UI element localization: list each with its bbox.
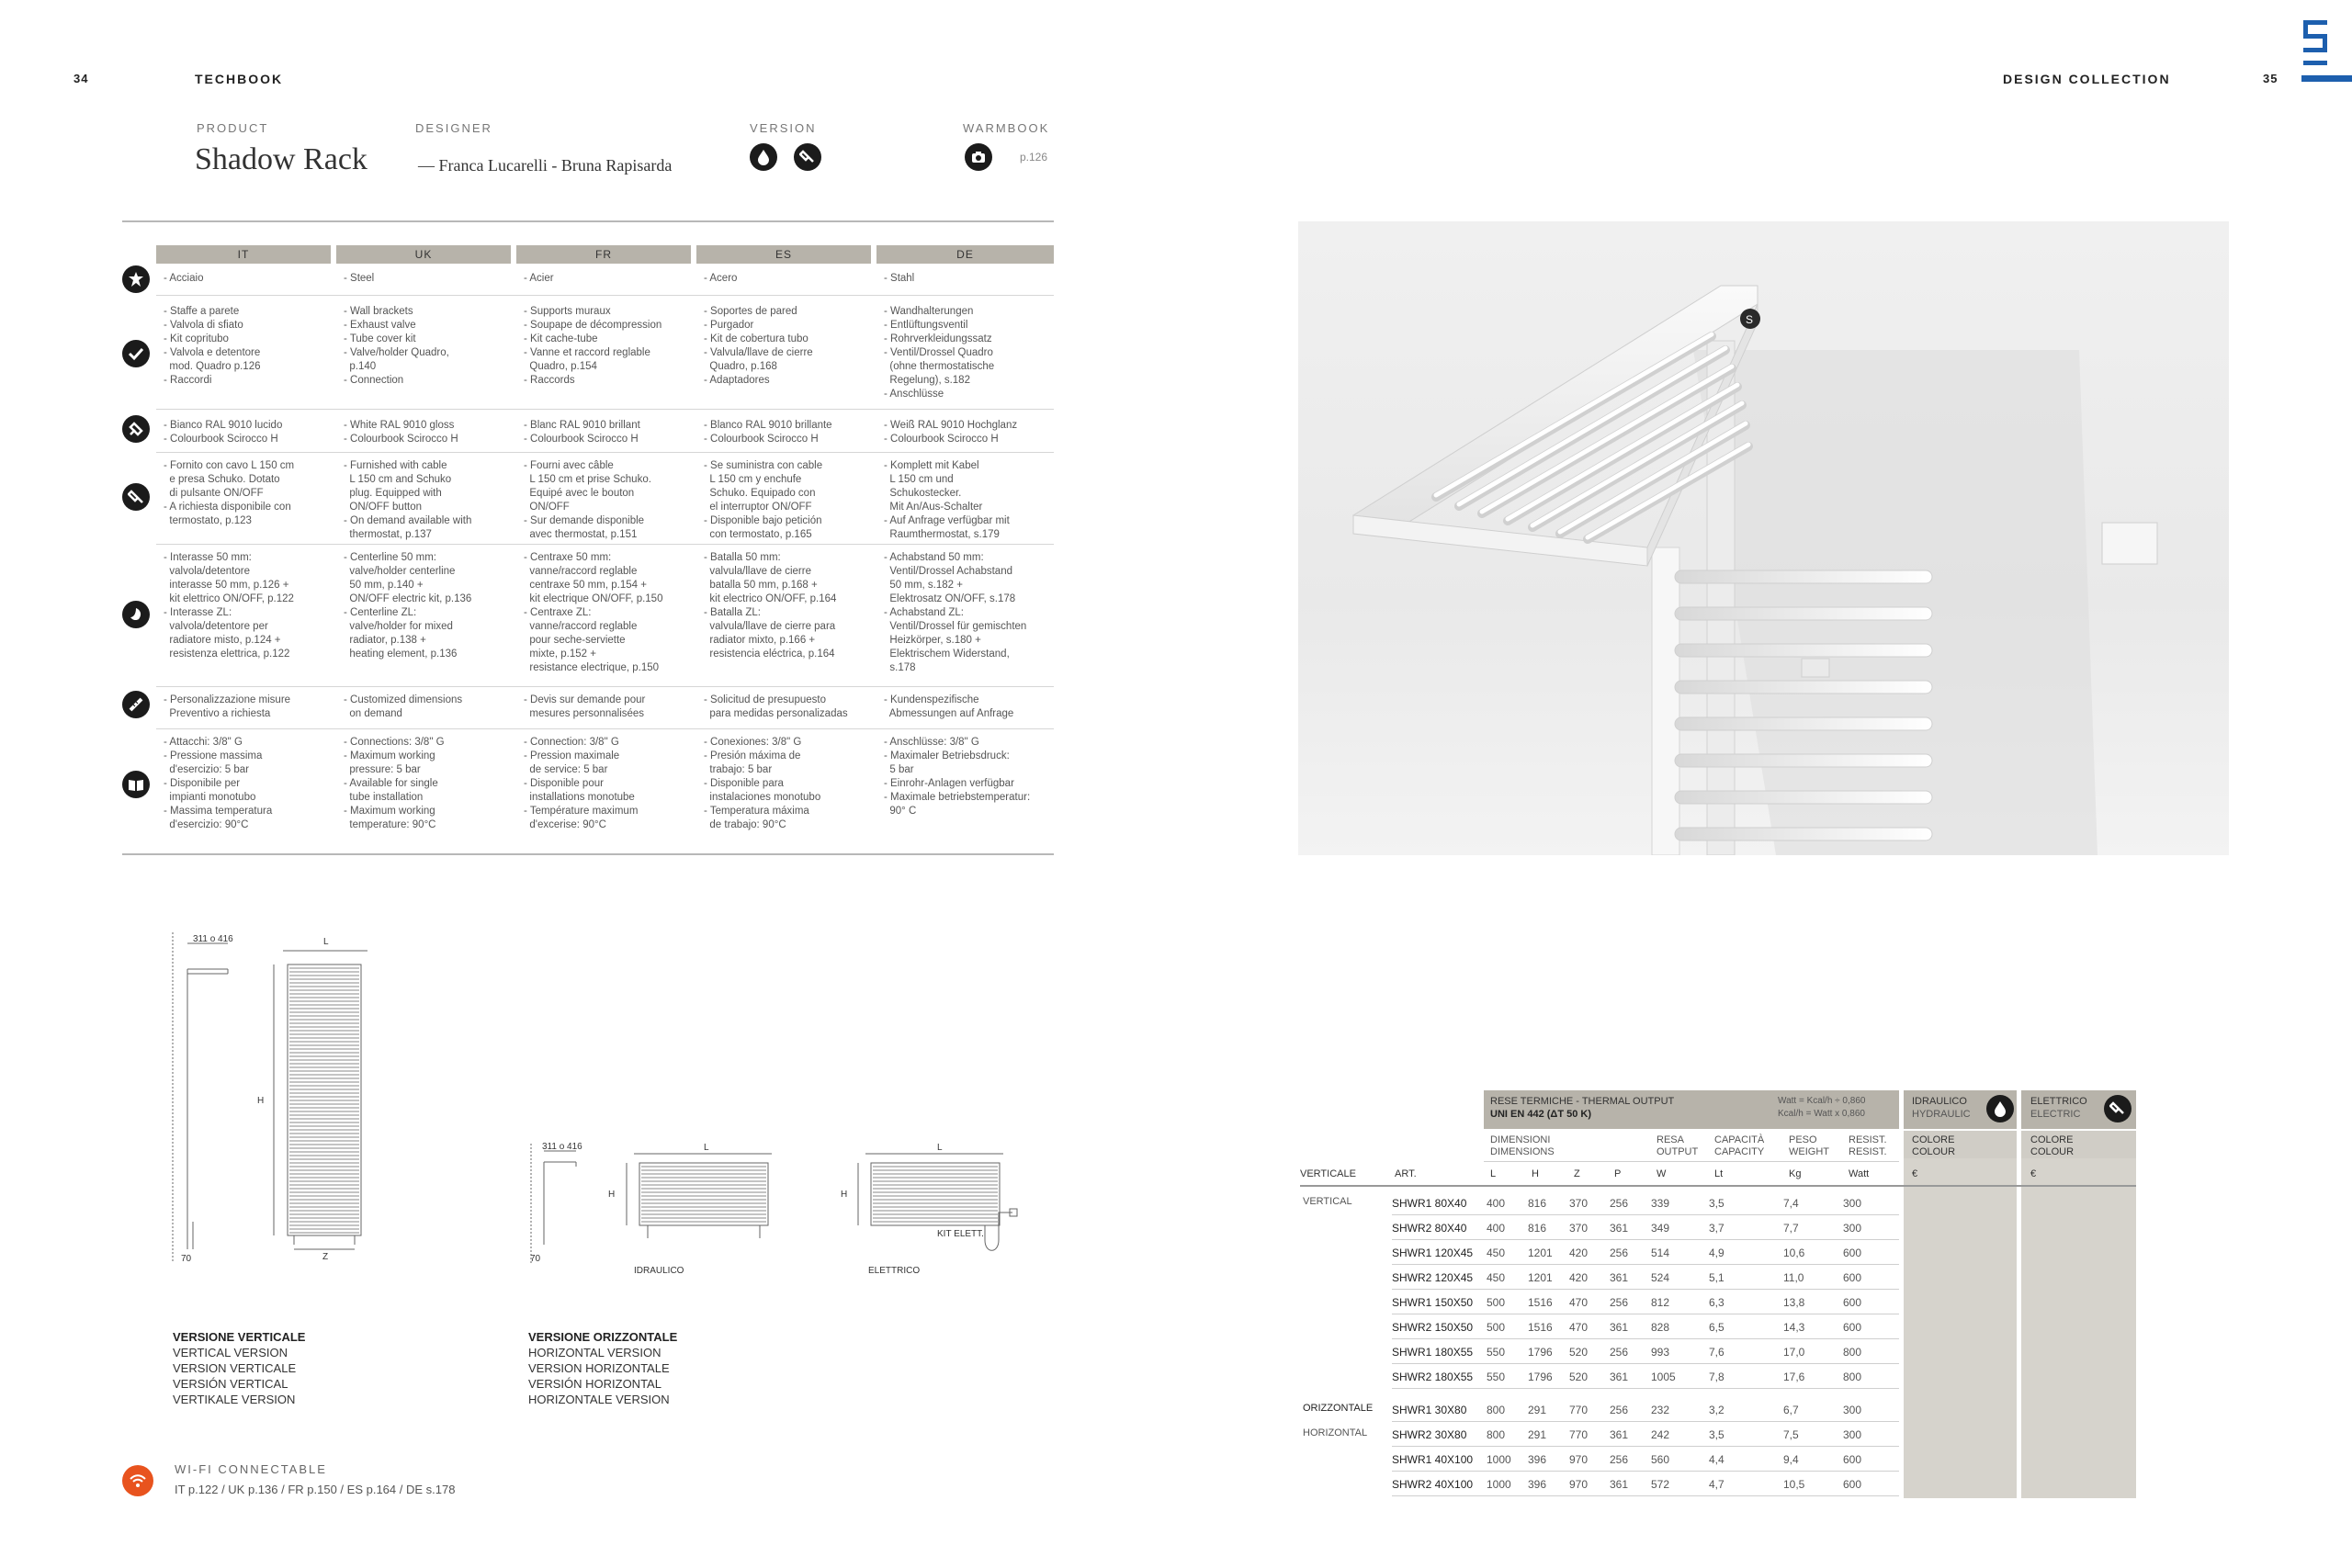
table-cell: 6,5: [1709, 1321, 1724, 1334]
table-cell: 361: [1610, 1478, 1629, 1491]
brand-logo-icon: [2301, 17, 2329, 72]
table-cell: 550: [1487, 1371, 1506, 1383]
table-cell: 7,7: [1783, 1222, 1799, 1235]
table-cell: 560: [1651, 1453, 1670, 1466]
spec-cell: - Steel: [344, 273, 375, 284]
table-cell: 993: [1651, 1346, 1670, 1359]
col-head-Z: Z: [1574, 1168, 1580, 1179]
spec-cell: - Anschlüsse: 3/8" G - Maximaler Betriebsdruck: 5 bar - Einrohr-Anlagen verfügbar - Maximale betriebstemperatur: 90° C: [884, 737, 1031, 817]
horizontal-caption-title: VERSIONE ORIZZONTALE: [528, 1330, 678, 1344]
table-cell: 800: [1487, 1428, 1506, 1441]
table-cell: 7,8: [1709, 1371, 1724, 1383]
table-cell: 7,4: [1783, 1197, 1799, 1210]
lang-header-de: DE: [876, 245, 1054, 264]
formula-line2: Kcal/h = Watt x 0,860: [1778, 1109, 1865, 1119]
spec-cell: - Centerline 50 mm: valve/holder centerline 50 mm, p.140 + ON/OFF electric kit, p.136 - Centerline ZL: valve/holder for mixed radiator, p.138 + heating element, p.136: [344, 552, 472, 660]
table-cell: 470: [1569, 1321, 1589, 1334]
horizontal-caption-lines: HORIZONTAL VERSION VERSION HORIZONTALE VERSIÓN HORIZONTAL HORIZONTALE VERSION: [528, 1346, 670, 1406]
table-cell: 600: [1843, 1271, 1862, 1284]
ruler-icon: [122, 691, 150, 718]
spec-cell: - Interasse 50 mm: valvola/detentore interasse 50 mm, p.126 + kit elettrico ON/OFF, p.122 - Interasse ZL: valvola/detentore per radiatore misto, p.124 + resistenza elettrica, p.122: [164, 552, 294, 660]
spec-cell: - Fornito con cavo L 150 cm e presa Schuko. Dotato di pulsante ON/OFF - A richiesta disponibile con termostato, p.123: [164, 460, 295, 526]
table-cell: 4,7: [1709, 1478, 1724, 1491]
spec-cell: - Batalla 50 mm: valvula/llave de cierre batalla 50 mm, p.168 + kit electrico ON/OFF, p.164 - Batalla ZL: valvula/llave de cierre para radiator mixto, p.166 + resistencia eléctrica, p.164: [704, 552, 837, 660]
kit-elett-label: KIT ELETT.: [937, 1229, 984, 1239]
peso-en: WEIGHT: [1789, 1146, 1829, 1157]
spec-cell: - Connections: 3/8" G - Maximum working pressure: 5 bar - Available for single tube installation - Maximum working temperature: 90°C: [344, 737, 445, 830]
row-divider: [156, 452, 1054, 453]
col-head-euro-el: €: [2030, 1168, 2037, 1179]
spec-cell: - Attacchi: 3/8" G - Pressione massima d'esercizio: 5 bar - Disponibile per impianti monotubo - Massima temperatura d'esercizio: 90°C: [164, 737, 273, 830]
table-cell: 291: [1528, 1428, 1547, 1441]
product-name: Shadow Rack: [195, 142, 368, 176]
lang-header-it: IT: [156, 245, 331, 264]
elettrico-header-en: ELECTRIC: [2030, 1109, 2081, 1120]
spec-cell: - Devis sur demande pour mesures personnalisées: [524, 694, 646, 719]
wifi-title: WI-FI CONNECTABLE: [175, 1462, 327, 1476]
horizontal-H-dim: H: [608, 1190, 616, 1200]
output-title-line2: UNI EN 442 (ΔT 50 K): [1490, 1109, 1591, 1120]
table-cell: 600: [1843, 1453, 1862, 1466]
idraulico-header-it: IDRAULICO: [1912, 1096, 1967, 1107]
camera-icon: [965, 143, 992, 171]
table-row: [1392, 1314, 1899, 1339]
table-cell: 420: [1569, 1247, 1589, 1259]
spec-cell: - Soportes de pared - Purgador - Kit de cobertura tubo - Valvula/llave de cierre Quadro, p.168 - Adaptadores: [704, 306, 813, 386]
row-divider: [156, 686, 1054, 687]
bottom-rule: [122, 853, 1054, 855]
table-cell: 1516: [1528, 1321, 1553, 1334]
table-cell: 800: [1843, 1346, 1862, 1359]
subheader-divider: [1484, 1161, 1899, 1162]
table-cell: 396: [1528, 1453, 1547, 1466]
table-cell: 300: [1843, 1222, 1862, 1235]
table-cell: 800: [1487, 1404, 1506, 1416]
table-cell: 4,4: [1709, 1453, 1724, 1466]
table-cell: 256: [1610, 1346, 1629, 1359]
plug-icon: [122, 483, 150, 511]
table-cell: 7,6: [1709, 1346, 1724, 1359]
horizontal-electric-drawing: [838, 1148, 1040, 1258]
horizontal-side-drawing: [526, 1144, 581, 1263]
spec-cell: - Weiß RAL 9010 Hochglanz - Colourbook Scirocco H: [884, 420, 1018, 445]
table-cell: 1796: [1528, 1346, 1553, 1359]
hydraulic-drop-icon: [1986, 1095, 2014, 1122]
resist-it: RESIST.: [1849, 1134, 1887, 1145]
spec-cell: - Furnished with cable L 150 cm and Schuko plug. Equipped with ON/OFF button - On demand available with thermostat, p.137: [344, 460, 472, 540]
table-cell: 6,7: [1783, 1404, 1799, 1416]
table-cell: 520: [1569, 1346, 1589, 1359]
table-cell: 816: [1528, 1197, 1547, 1210]
spec-cell: - Wandhalterungen - Entlüftungsventil - Rohrverkleidungssatz - Ventil/Drossel Quadro (ohne thermostatische Regelung), s.182 - Anschlüsse: [884, 306, 995, 400]
right-page-number: 35: [2263, 72, 2278, 85]
colore-en: COLOUR: [1912, 1146, 1956, 1157]
table-cell: 514: [1651, 1247, 1670, 1259]
elettrico-L-dim: L: [937, 1143, 943, 1153]
table-cell: 1005: [1651, 1371, 1676, 1383]
article-code: SHWR1 180X55: [1392, 1346, 1474, 1359]
resa-en: OUTPUT: [1657, 1146, 1699, 1157]
col-head-euro-hyd: €: [1912, 1168, 1918, 1179]
spec-cell: - Blanco RAL 9010 brillante - Colourbook Scirocco H: [704, 420, 832, 445]
table-cell: 300: [1843, 1197, 1862, 1210]
col-head-P: P: [1614, 1168, 1622, 1179]
product-label: PRODUCT: [197, 121, 269, 135]
table-cell: 450: [1487, 1271, 1506, 1284]
table-cell: 361: [1610, 1222, 1629, 1235]
article-code: SHWR1 150X50: [1392, 1296, 1474, 1309]
lang-header-fr: FR: [516, 245, 691, 264]
dim-header: [1490, 1134, 1555, 1158]
table-cell: 520: [1569, 1371, 1589, 1383]
vertical-front-drawing: [257, 946, 377, 1263]
table-cell: 470: [1569, 1296, 1589, 1309]
table-cell: 828: [1651, 1321, 1670, 1334]
table-cell: 370: [1569, 1197, 1589, 1210]
spec-cell: - Wall brackets - Exhaust valve - Tube cover kit - Valve/holder Quadro, p.140 - Connection: [344, 306, 449, 386]
electric-plug-icon: [2104, 1095, 2132, 1122]
spec-cell: - Customized dimensions on demand: [344, 694, 463, 719]
table-row: [1392, 1447, 1899, 1472]
table-cell: 9,4: [1783, 1453, 1799, 1466]
table-cell: 500: [1487, 1321, 1506, 1334]
colore-header-el: [2030, 1134, 2074, 1158]
row-divider: [156, 295, 1054, 296]
table-cell: 291: [1528, 1404, 1547, 1416]
table-cell: 970: [1569, 1453, 1589, 1466]
left-section-label: TECHBOOK: [195, 72, 284, 86]
col-head-L: L: [1490, 1168, 1497, 1179]
article-code: SHWR2 80X40: [1392, 1222, 1467, 1235]
table-cell: 1201: [1528, 1271, 1553, 1284]
table-cell: 1000: [1487, 1478, 1511, 1491]
spec-cell: - Blanc RAL 9010 brillant - Colourbook Scirocco H: [524, 420, 640, 445]
spec-cell: - White RAL 9010 gloss - Colourbook Scirocco H: [344, 420, 458, 445]
hydraulic-version-icon: [750, 143, 777, 171]
article-code: SHWR1 80X40: [1392, 1197, 1467, 1210]
spec-cell: - Kundenspezifische Abmessungen auf Anfrage: [884, 694, 1014, 719]
paint-icon: [122, 415, 150, 443]
table-cell: 1201: [1528, 1247, 1553, 1259]
table-cell: 600: [1843, 1247, 1862, 1259]
table-cell: 400: [1487, 1197, 1506, 1210]
table-cell: 600: [1843, 1296, 1862, 1309]
horizontal-section-label-en: HORIZONTAL: [1303, 1427, 1368, 1438]
elettrico-header-it: ELETTRICO: [2030, 1096, 2087, 1107]
svg-text:S: S: [1746, 313, 1754, 326]
table-cell: 770: [1569, 1404, 1589, 1416]
table-cell: 524: [1651, 1271, 1670, 1284]
table-cell: 800: [1843, 1371, 1862, 1383]
horizontal-L-dim: L: [704, 1143, 709, 1153]
col-head-art: ART.: [1395, 1168, 1417, 1179]
elettrico-label: ELETTRICO: [868, 1266, 921, 1276]
col-head-Lt: Lt: [1714, 1168, 1724, 1179]
output-title-line1: RESE TERMICHE - THERMAL OUTPUT: [1490, 1096, 1675, 1107]
table-row: [1392, 1190, 1899, 1215]
table-cell: 300: [1843, 1404, 1862, 1416]
table-cell: 1796: [1528, 1371, 1553, 1383]
wifi-icon: [122, 1465, 153, 1496]
spec-cell: - Stahl: [884, 273, 915, 284]
table-row: [1392, 1364, 1899, 1389]
formula-line1: Watt = Kcal/h ÷ 0,860: [1778, 1096, 1866, 1106]
spec-cell: - Acier: [524, 273, 554, 284]
top-rule: [122, 220, 1054, 222]
peso-it: PESO: [1789, 1134, 1817, 1145]
table-cell: 370: [1569, 1222, 1589, 1235]
table-cell: 450: [1487, 1247, 1506, 1259]
table-cell: 361: [1610, 1321, 1629, 1334]
table-cell: 420: [1569, 1271, 1589, 1284]
table-cell: 6,3: [1709, 1296, 1724, 1309]
electric-version-icon: [794, 143, 821, 171]
spec-cell: - Komplett mit Kabel L 150 cm und Schukostecker. Mit An/Aus-Schalter - Auf Anfrage verfügbar mit Raumthermostat, s.179: [884, 460, 1010, 540]
table-cell: 500: [1487, 1296, 1506, 1309]
col-head-verticale: VERTICALE: [1300, 1168, 1356, 1179]
table-cell: 3,7: [1709, 1222, 1724, 1235]
table-cell: 256: [1610, 1404, 1629, 1416]
resa-it: RESA: [1657, 1134, 1684, 1145]
table-cell: 600: [1843, 1478, 1862, 1491]
vertical-caption-lines: VERTICAL VERSION VERSION VERTICALE VERSIÓN VERTICAL VERTIKALE VERSION: [173, 1346, 297, 1406]
peso-header: [1789, 1134, 1829, 1158]
row-divider: [156, 728, 1054, 729]
article-code: SHWR2 30X80: [1392, 1428, 1467, 1441]
col-head-Kg: Kg: [1789, 1168, 1802, 1179]
colore-it: COLORE: [2030, 1134, 2074, 1145]
spec-cell: - Se suministra con cable L 150 cm y enchufe Schuko. Equipado con el interruptor ON/OFF - Disponible bajo petición con termostato, p.165: [704, 460, 823, 540]
accent-tab: [2301, 75, 2352, 82]
spec-cell: - Solicitud de presupuesto para medidas personalizadas: [704, 694, 848, 719]
vertical-depth-dim: 311 o 416: [193, 934, 233, 944]
resist-header: [1849, 1134, 1887, 1158]
table-cell: 361: [1610, 1271, 1629, 1284]
dim-it: DIMENSIONI: [1490, 1134, 1551, 1145]
col-head-H: H: [1532, 1168, 1539, 1179]
version-label: VERSION: [750, 121, 817, 135]
table-row: [1392, 1265, 1899, 1290]
table-cell: 550: [1487, 1346, 1506, 1359]
table-cell: 17,6: [1783, 1371, 1805, 1383]
idraulico-header-en: HYDRAULIC: [1912, 1109, 1971, 1120]
table-cell: 1000: [1487, 1453, 1511, 1466]
table-cell: 256: [1610, 1296, 1629, 1309]
spec-cell: - Acciaio: [164, 273, 204, 284]
table-row: [1392, 1215, 1899, 1240]
table-cell: 600: [1843, 1321, 1862, 1334]
spec-cell: - Conexiones: 3/8" G - Presión máxima de trabajo: 5 bar - Disponible para instalaciones monotubo - Temperatura máxima de trabajo: 90°C: [704, 737, 821, 830]
table-cell: 812: [1651, 1296, 1670, 1309]
table-row: [1392, 1290, 1899, 1314]
table-cell: 10,5: [1783, 1478, 1805, 1491]
table-cell: 256: [1610, 1247, 1629, 1259]
spec-cell: - Bianco RAL 9010 lucido - Colourbook Scirocco H: [164, 420, 283, 445]
table-cell: 970: [1569, 1478, 1589, 1491]
col-head-Watt: Watt: [1849, 1168, 1870, 1179]
colore-header-hyd: [1912, 1134, 1955, 1158]
article-code: SHWR2 120X45: [1392, 1271, 1474, 1284]
article-code: SHWR1 30X80: [1392, 1404, 1467, 1416]
warmbook-label: WARMBOOK: [963, 121, 1050, 135]
article-code: SHWR2 180X55: [1392, 1371, 1474, 1383]
row-divider: [156, 544, 1054, 545]
table-row: [1392, 1422, 1899, 1447]
table-cell: 5,1: [1709, 1271, 1724, 1284]
spec-cell: - Personalizzazione misure Preventivo a richiesta: [164, 694, 291, 719]
colore-it: COLORE: [1912, 1134, 1955, 1145]
table-cell: 11,0: [1783, 1271, 1804, 1284]
table-cell: 400: [1487, 1222, 1506, 1235]
spec-cell: - Staffe a parete - Valvola di sfiato - Kit copritubo - Valvola e detentore mod. Quadro p.126 - Raccordi: [164, 306, 261, 386]
table-cell: 3,5: [1709, 1428, 1724, 1441]
table-cell: 361: [1610, 1428, 1629, 1441]
right-section-label: DESIGN COLLECTION: [2003, 72, 2171, 86]
valve-icon: [122, 601, 150, 628]
table-cell: 4,9: [1709, 1247, 1724, 1259]
vertical-L-dim: L: [323, 937, 329, 947]
elettrico-H-dim: H: [841, 1190, 848, 1200]
table-cell: 256: [1610, 1197, 1629, 1210]
vertical-caption-title: VERSIONE VERTICALE: [173, 1330, 306, 1344]
vertical-section-label: VERTICAL: [1303, 1196, 1352, 1207]
left-page-number: 34: [74, 72, 89, 85]
table-cell: 14,3: [1783, 1321, 1805, 1334]
lang-header-es: ES: [696, 245, 871, 264]
spec-cell: - Connection: 3/8" G - Pression maximale de service: 5 bar - Disponible pour installations monotube - Température maximum d'excerise: 90°C: [524, 737, 639, 830]
book-icon: [122, 771, 150, 798]
designer-label: DESIGNER: [415, 121, 492, 135]
cap-header: [1714, 1134, 1764, 1158]
table-cell: 396: [1528, 1478, 1547, 1491]
material-icon: [122, 265, 150, 293]
electric-price-column: [2021, 1158, 2136, 1498]
table-cell: 339: [1651, 1197, 1670, 1210]
vertical-Z-dim: Z: [322, 1252, 329, 1262]
table-cell: 770: [1569, 1428, 1589, 1441]
spec-cell: - Achabstand 50 mm: Ventil/Drossel Achabstand 50 mm, s.182 + Elektrosatz ON/OFF, s.178 - Achabstand ZL: Ventil/Drossel für gemischten Heizkörper, s.180 + Elektrischem Widerstand, s.178: [884, 552, 1027, 673]
table-cell: 13,8: [1783, 1296, 1805, 1309]
table-row: [1392, 1397, 1899, 1422]
table-cell: 17,0: [1783, 1346, 1805, 1359]
resist-en: RESIST.: [1849, 1146, 1887, 1157]
horizontal-hydraulic-drawing: [606, 1148, 781, 1249]
table-cell: 3,5: [1709, 1197, 1724, 1210]
resa-header: [1657, 1134, 1698, 1158]
table-cell: 7,5: [1783, 1428, 1799, 1441]
column-header-row: [1300, 1165, 2136, 1187]
table-cell: 232: [1651, 1404, 1670, 1416]
table-cell: 3,2: [1709, 1404, 1724, 1416]
row-divider: [156, 409, 1054, 410]
table-cell: 242: [1651, 1428, 1670, 1441]
vertical-side-drawing: [165, 932, 248, 1263]
horizontal-depth-dim: 311 o 416: [542, 1142, 582, 1152]
product-photo: [1298, 221, 2229, 855]
hydraulic-price-column: [1904, 1158, 2017, 1498]
vertical-H-dim: H: [257, 1096, 265, 1106]
col-head-W: W: [1657, 1168, 1667, 1179]
spec-cell: - Fourni avec câble L 150 cm et prise Schuko. Equipé avec le bouton ON/OFF - Sur demande disponible avec thermostat, p.151: [524, 460, 651, 540]
table-cell: 256: [1610, 1453, 1629, 1466]
article-code: SHWR2 40X100: [1392, 1478, 1474, 1491]
colore-en: COLOUR: [2030, 1146, 2075, 1157]
table-cell: 10,6: [1783, 1247, 1805, 1259]
warmbook-page-ref: p.126: [1020, 151, 1048, 164]
wifi-refs: IT p.122 / UK p.136 / FR p.150 / ES p.164 / DE s.178: [175, 1483, 456, 1496]
table-row: [1392, 1472, 1899, 1496]
table-cell: 816: [1528, 1222, 1547, 1235]
designer-name: — Franca Lucarelli - Bruna Rapisarda: [418, 156, 673, 175]
table-row: [1392, 1339, 1899, 1364]
spec-cell: - Supports muraux - Soupape de décompression - Kit cache-tube - Vanne et raccord reglable Quadro, p.154 - Raccords: [524, 306, 662, 386]
table-cell: 1516: [1528, 1296, 1553, 1309]
spec-cell: - Acero: [704, 273, 738, 284]
vertical-70-dim: 70: [181, 1254, 192, 1264]
article-code: SHWR1 40X100: [1392, 1453, 1474, 1466]
article-code: SHWR1 120X45: [1392, 1247, 1474, 1259]
horizontal-section-label-it: ORIZZONTALE: [1303, 1403, 1374, 1414]
check-icon: [122, 340, 150, 367]
table-cell: 349: [1651, 1222, 1670, 1235]
article-code: SHWR2 150X50: [1392, 1321, 1474, 1334]
table-cell: 572: [1651, 1478, 1670, 1491]
dim-en: DIMENSIONS: [1490, 1146, 1555, 1157]
cap-en: CAPACITY: [1714, 1146, 1765, 1157]
table-row: [1392, 1240, 1899, 1265]
idraulico-label: IDRAULICO: [634, 1266, 684, 1276]
lang-header-uk: UK: [336, 245, 511, 264]
table-cell: 300: [1843, 1428, 1862, 1441]
table-cell: 361: [1610, 1371, 1629, 1383]
cap-it: CAPACITÀ: [1714, 1134, 1765, 1145]
horizontal-70-dim: 70: [530, 1254, 541, 1264]
spec-cell: - Centraxe 50 mm: vanne/raccord reglable centraxe 50 mm, p.154 + kit electrique ON/OFF, p.150 - Centraxe ZL: vanne/raccord reglable pour seche-serviette mixte, p.152 + resistance electrique, p.150: [524, 552, 663, 673]
